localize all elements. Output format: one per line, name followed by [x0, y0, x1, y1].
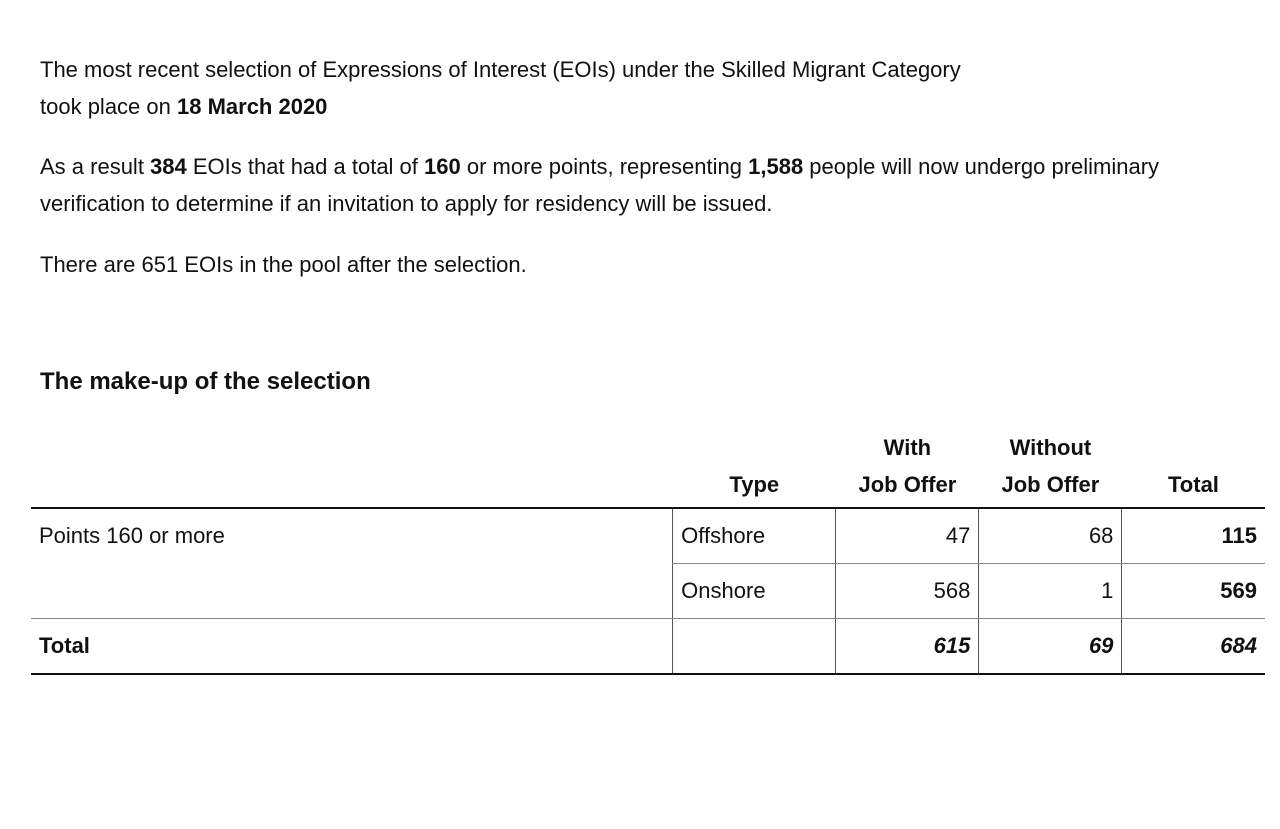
results-text-end: people will now undergo preliminary	[803, 154, 1160, 179]
table-header-row	[31, 429, 1265, 508]
intro-text: The most recent selection of Expressions of Interest (EOIs) under the Skilled Migrant Category	[40, 57, 961, 82]
header-without-line1: Without	[1009, 435, 1092, 460]
pool-text: There are 651 EOIs in the pool after the selection.	[40, 252, 527, 277]
table-total-row	[31, 619, 1265, 675]
points-threshold: 160	[424, 154, 461, 179]
header-with-line2: Job Offer	[858, 472, 957, 497]
intro-paragraph-results	[40, 148, 1159, 222]
people-count: 1,588	[748, 154, 804, 179]
header-without-job-offer	[979, 429, 1122, 508]
section-title: The make-up of the selection	[40, 368, 371, 395]
row-label-blank	[31, 564, 673, 619]
type-cell: Offshore	[673, 508, 836, 564]
header-type-label: Type	[729, 472, 780, 497]
header-with-job-offer	[836, 429, 979, 508]
selection-table	[31, 429, 1265, 675]
intro-paragraph-pool	[40, 246, 527, 283]
header-blank	[31, 429, 673, 508]
intro-paragraph-selection-date	[40, 51, 961, 125]
type-cell: Onshore	[673, 564, 836, 619]
selection-date: 18 March 2020	[176, 94, 328, 119]
results-text-mid: EOIs that had a total of	[186, 154, 425, 179]
header-total-label: Total	[1168, 472, 1219, 497]
total-without-job-offer: 69	[979, 619, 1122, 675]
total-row-label: Total	[31, 619, 673, 675]
without-job-offer-cell: 1	[979, 564, 1122, 619]
row-total-cell: 569	[1122, 564, 1265, 619]
header-type	[673, 429, 836, 508]
header-without-line2: Job Offer	[1001, 472, 1100, 497]
results-text-line2: verification to determine if an invitation to apply for residency will be issued.	[40, 191, 773, 216]
grand-total: 684	[1122, 619, 1265, 675]
results-text-start: As a result	[40, 154, 151, 179]
table-row	[31, 508, 1265, 564]
row-label-points: Points 160 or more	[39, 523, 225, 549]
header-with-line1: With	[883, 435, 932, 460]
table-row	[31, 564, 1265, 619]
eoi-count: 384	[150, 154, 187, 179]
row-total-cell: 115	[1122, 508, 1265, 564]
total-with-job-offer: 615	[836, 619, 979, 675]
intro-text-continued: took place on	[40, 94, 177, 119]
with-job-offer-cell: 568	[836, 564, 979, 619]
results-text-mid2: or more points, representing	[460, 154, 749, 179]
total-type-blank	[673, 619, 836, 675]
header-total	[1122, 429, 1265, 508]
without-job-offer-cell: 68	[979, 508, 1122, 564]
with-job-offer-cell: 47	[836, 508, 979, 564]
